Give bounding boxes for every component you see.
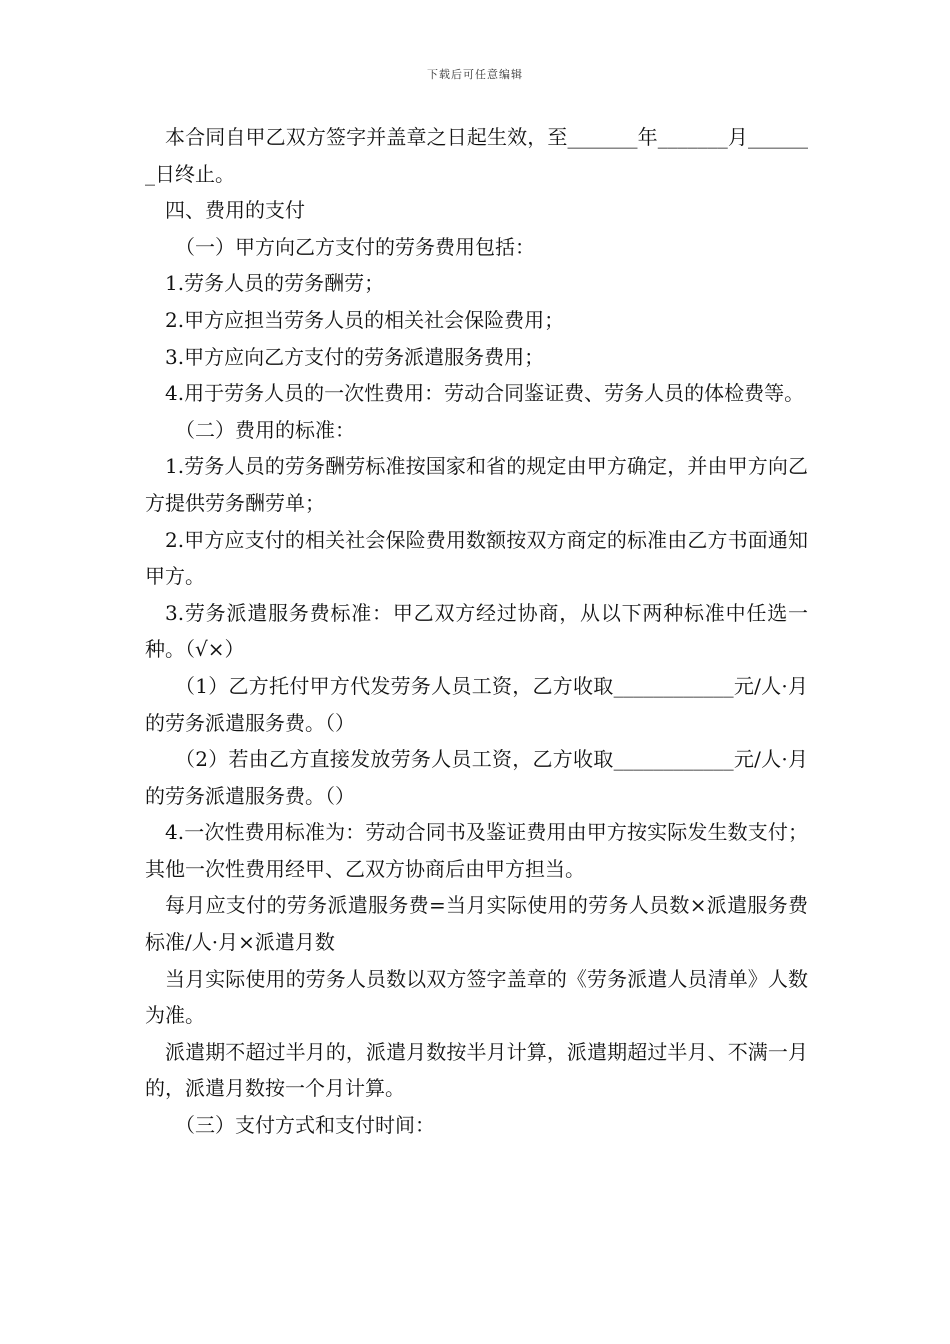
list-item-fee-4: 4.用于劳务人员的一次性费用：劳动合同鉴证费、劳务人员的体检费等。: [165, 381, 805, 406]
subsection-heading-fee-standard: （二）费用的标准：: [175, 417, 355, 442]
personnel-count-paragraph: 当月实际使用的劳务人员数以双方签字盖章的《劳务派遣人员清单》人数为准。: [145, 966, 808, 1028]
subsection-heading-fees-included: （一）甲方向乙方支付的劳务费用包括：: [175, 234, 535, 259]
subsection-heading-payment-method: （三）支付方式和支付时间：: [175, 1113, 435, 1138]
list-item-standard-3: 3.劳务派遣服务费标准：甲乙双方经过协商，从以下两种标准中任选一种。（√×）: [145, 600, 808, 662]
list-item-fee-1: 1.劳务人员的劳务酬劳；: [165, 271, 385, 296]
page-header-note: 下载后可任意编辑: [427, 68, 523, 81]
formula-paragraph: 每月应支付的劳务派遣服务费=当月实际使用的劳务人员数×派遣服务费标准/人·月×派遣月数: [145, 893, 808, 955]
section-heading-payment: 四、费用的支付: [165, 198, 305, 223]
list-item-fee-2: 2.甲方应担当劳务人员的相关社会保险费用；: [165, 307, 565, 332]
list-item-standard-2: 2.甲方应支付的相关社会保险费用数额按双方商定的标准由乙方书面通知甲方。: [145, 527, 808, 589]
paragraph-effective-date: 本合同自甲乙双方签字并盖章之日起生效，至_______年_______月_______日终止。: [145, 125, 808, 186]
list-item-standard-1: 1.劳务人员的劳务酬劳标准按国家和省的规定由甲方确定，并由甲方向乙方提供劳务酬劳单；: [145, 454, 808, 515]
list-item-fee-3: 3.甲方应向乙方支付的劳务派遣服务费用；: [165, 344, 545, 369]
list-item-standard-4: 4.一次性费用标准为：劳动合同书及鉴证费用由甲方按实际发生数支付；其他一次性费用经甲、乙双方协商后由甲方担当。: [145, 820, 808, 881]
option-2-paragraph: （2）若由乙方直接发放劳务人员工资，乙方收取____________元/人·月的劳务派遣服务费。（）: [145, 747, 808, 808]
document-body: [145, 119, 808, 1144]
dispatch-period-paragraph: 派遣期不超过半月的，派遣月数按半月计算，派遣期超过半月、不满一月的，派遣月数按一个月计算。: [145, 1039, 808, 1101]
option-1-paragraph: （1）乙方托付甲方代发劳务人员工资，乙方收取____________元/人·月的劳务派遣服务费。（）: [145, 673, 808, 735]
